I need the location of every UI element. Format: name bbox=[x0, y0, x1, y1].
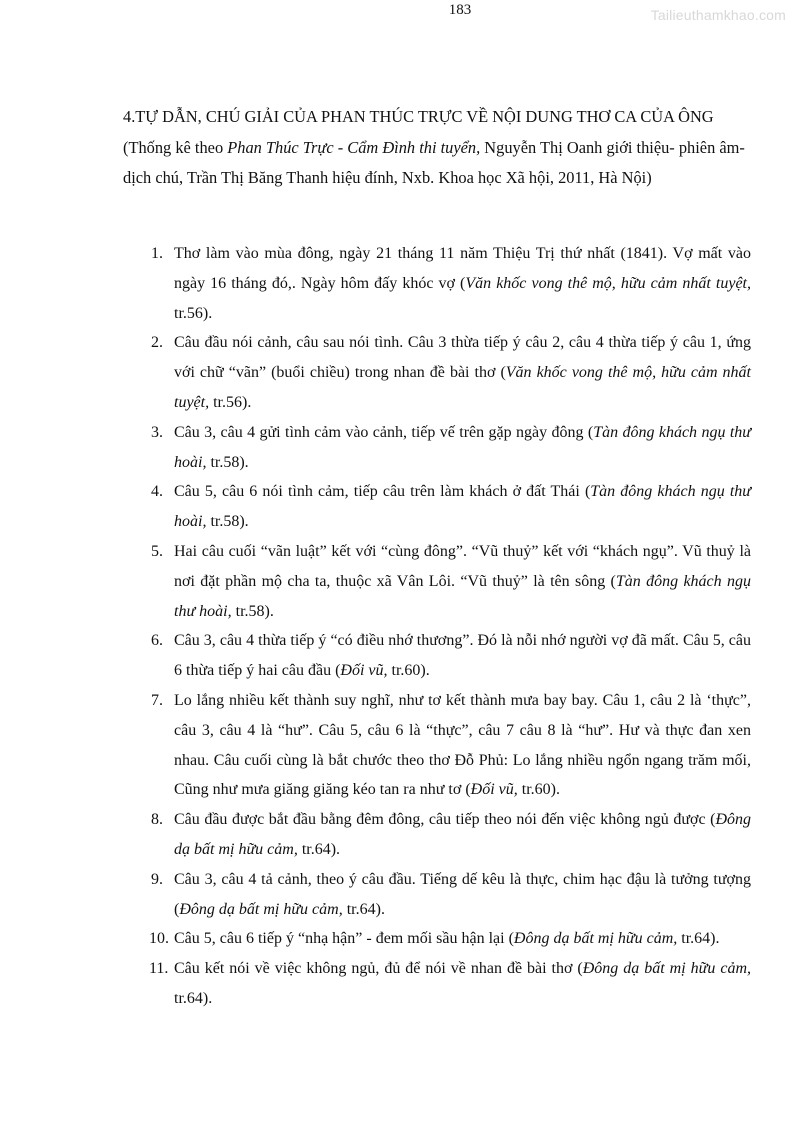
item-work-title: Tàn đông khách ngụ thư hoài, bbox=[174, 483, 752, 531]
item-number: 10. bbox=[149, 930, 169, 948]
watermark: Tailieuthamkhao.com bbox=[650, 7, 786, 23]
item-text: Câu 3, câu 4 gửi tình cảm vào cảnh, tiếp vế trên gặp ngày đông ( bbox=[174, 423, 594, 441]
item-ref: tr.60). bbox=[517, 781, 560, 799]
item-work-title: Đông dạ bất mị hữu cảm, bbox=[179, 900, 343, 918]
item-ref: tr.56). bbox=[174, 304, 213, 322]
item-text: Câu đầu nói cảnh, câu sau nói tình. Câu 3 thừa tiếp ý câu 2, câu 4 thừa tiếp ý câu 1, ứng với chữ “vãn” (buổi chiều) trong nhan đề bài thơ ( bbox=[174, 334, 751, 382]
item-text: Lo lắng nhiều kết thành suy nghĩ, như tơ kết thành mưa bay bay. Câu 1, câu 2 là ‘thực”, câu 3, câu 4 là “hư”. Câu 5, câu 6 là “thực”, câu 7 câu 8 là “hư”. Hư và thực đan xen nhau. Câu cuối cùng là bắt chước theo thơ Đỗ Phủ: Lo lắng nhiều ngổn ngang trăm mối, Cũng như mưa giăng giăng kéo tan ra như tơ ( bbox=[174, 691, 751, 799]
item-work-title: Đối vũ, bbox=[470, 781, 518, 799]
item-ref: tr.58). bbox=[231, 602, 274, 620]
list-item bbox=[123, 954, 751, 1014]
item-text: Hai câu cuối “vãn luật” kết với “cùng đông”. “Vũ thuỷ” kết với “khách ngụ”. Vũ thuỷ là nơi đặt phần mộ cha ta, thuộc xã Vân Lôi. “Vũ thuỷ” là tên sông ( bbox=[174, 542, 751, 590]
item-ref: tr.60). bbox=[387, 662, 430, 680]
heading-text: 4.TỰ DẪN, CHÚ GIẢI CỦA PHAN THÚC TRỰC VỀ NỘI DUNG THƠ CA CỦA ÔNG (Thống kê theo bbox=[123, 107, 714, 157]
item-ref: tr.58). bbox=[206, 453, 249, 471]
item-text: Câu kết nói về việc không ngủ, đủ để nói về nhan đề bài thơ ( bbox=[174, 960, 583, 978]
item-work-title: Tàn đông khách ngụ thư hoài, bbox=[174, 572, 751, 620]
section-heading bbox=[123, 102, 763, 194]
list-item bbox=[123, 865, 751, 925]
item-number: 5. bbox=[151, 542, 163, 560]
item-text: Câu đầu được bắt đầu bằng đêm đông, câu tiếp theo nói đến việc không ngủ được ( bbox=[174, 811, 716, 829]
item-work-title: Tàn đông khách ngụ thư hoài, bbox=[174, 423, 751, 471]
list-item bbox=[123, 924, 751, 954]
item-work-title: Văn khốc vong thê mộ, hữu cảm nhất tuyệt, bbox=[174, 364, 751, 411]
list-item bbox=[123, 328, 751, 417]
item-number: 3. bbox=[151, 423, 163, 441]
list-item bbox=[123, 626, 751, 686]
item-ref: tr.64). bbox=[677, 930, 720, 948]
item-number: 1. bbox=[151, 245, 163, 262]
item-text: Câu 5, câu 6 nói tình cảm, tiếp câu trên làm khách ở đất Thái ( bbox=[174, 483, 591, 501]
list-item bbox=[123, 805, 751, 865]
item-number: 9. bbox=[151, 870, 163, 888]
list-item bbox=[123, 477, 751, 537]
list-item bbox=[123, 418, 751, 478]
page-number: 183 bbox=[448, 2, 472, 18]
item-text: Câu 3, câu 4 thừa tiếp ý “có điều nhớ thương”. Đó là nỗi nhớ người vợ đã mất. Câu 5, câu 6 thừa tiếp ý hai câu đầu ( bbox=[174, 632, 751, 680]
item-ref: tr.64). bbox=[297, 840, 341, 858]
item-work-title: Đối vũ, bbox=[340, 662, 388, 680]
item-ref: tr.64). bbox=[174, 989, 213, 1007]
item-text: Câu 3, câu 4 tả cảnh, theo ý câu đầu. Tiếng dế kêu là thực, chim hạc đậu là tưởng tượng ( bbox=[174, 870, 751, 918]
item-number: 2. bbox=[151, 334, 163, 352]
item-number: 4. bbox=[151, 483, 163, 501]
heading-book-title: Phan Thúc Trực - Cẩm Đình thi tuyển, bbox=[227, 137, 481, 157]
item-ref: tr.64). bbox=[342, 900, 385, 918]
item-number: 7. bbox=[151, 691, 163, 709]
item-number: 11. bbox=[149, 960, 169, 978]
item-ref: tr.58). bbox=[206, 513, 249, 531]
item-text: Câu 5, câu 6 tiếp ý “nhạ hận” - đem mối sầu hận lại ( bbox=[174, 930, 514, 948]
item-work-title: Văn khốc vong thê mộ, hữu cảm nhất tuyệt, bbox=[465, 274, 751, 292]
list-item bbox=[123, 686, 751, 805]
item-work-title: Đông dạ bất mị hữu cảm, bbox=[582, 960, 751, 978]
list-item bbox=[123, 239, 751, 328]
item-number: 8. bbox=[151, 811, 163, 829]
item-number: 6. bbox=[151, 632, 163, 650]
annotation-list bbox=[123, 239, 751, 1014]
list-item bbox=[123, 537, 751, 626]
item-work-title: Đông dạ bất mị hữu cảm, bbox=[174, 811, 751, 858]
item-work-title: Đông dạ bất mị hữu cảm, bbox=[513, 930, 678, 948]
item-text: Thơ làm vào mùa đông, ngày 21 tháng 11 năm Thiệu Trị thứ nhất (1841). Vợ mất vào ngày 16 tháng đó,. Ngày hôm đấy khóc vợ ( bbox=[174, 245, 751, 292]
item-ref: tr.56). bbox=[209, 393, 252, 411]
heading-text-cont: Nguyễn Thị Oanh giới thiệu- phiên âm- dịch chú, Trần Thị Băng Thanh hiệu đính, Nxb. Khoa học Xã hội, 2011, Hà Nội) bbox=[123, 137, 745, 187]
